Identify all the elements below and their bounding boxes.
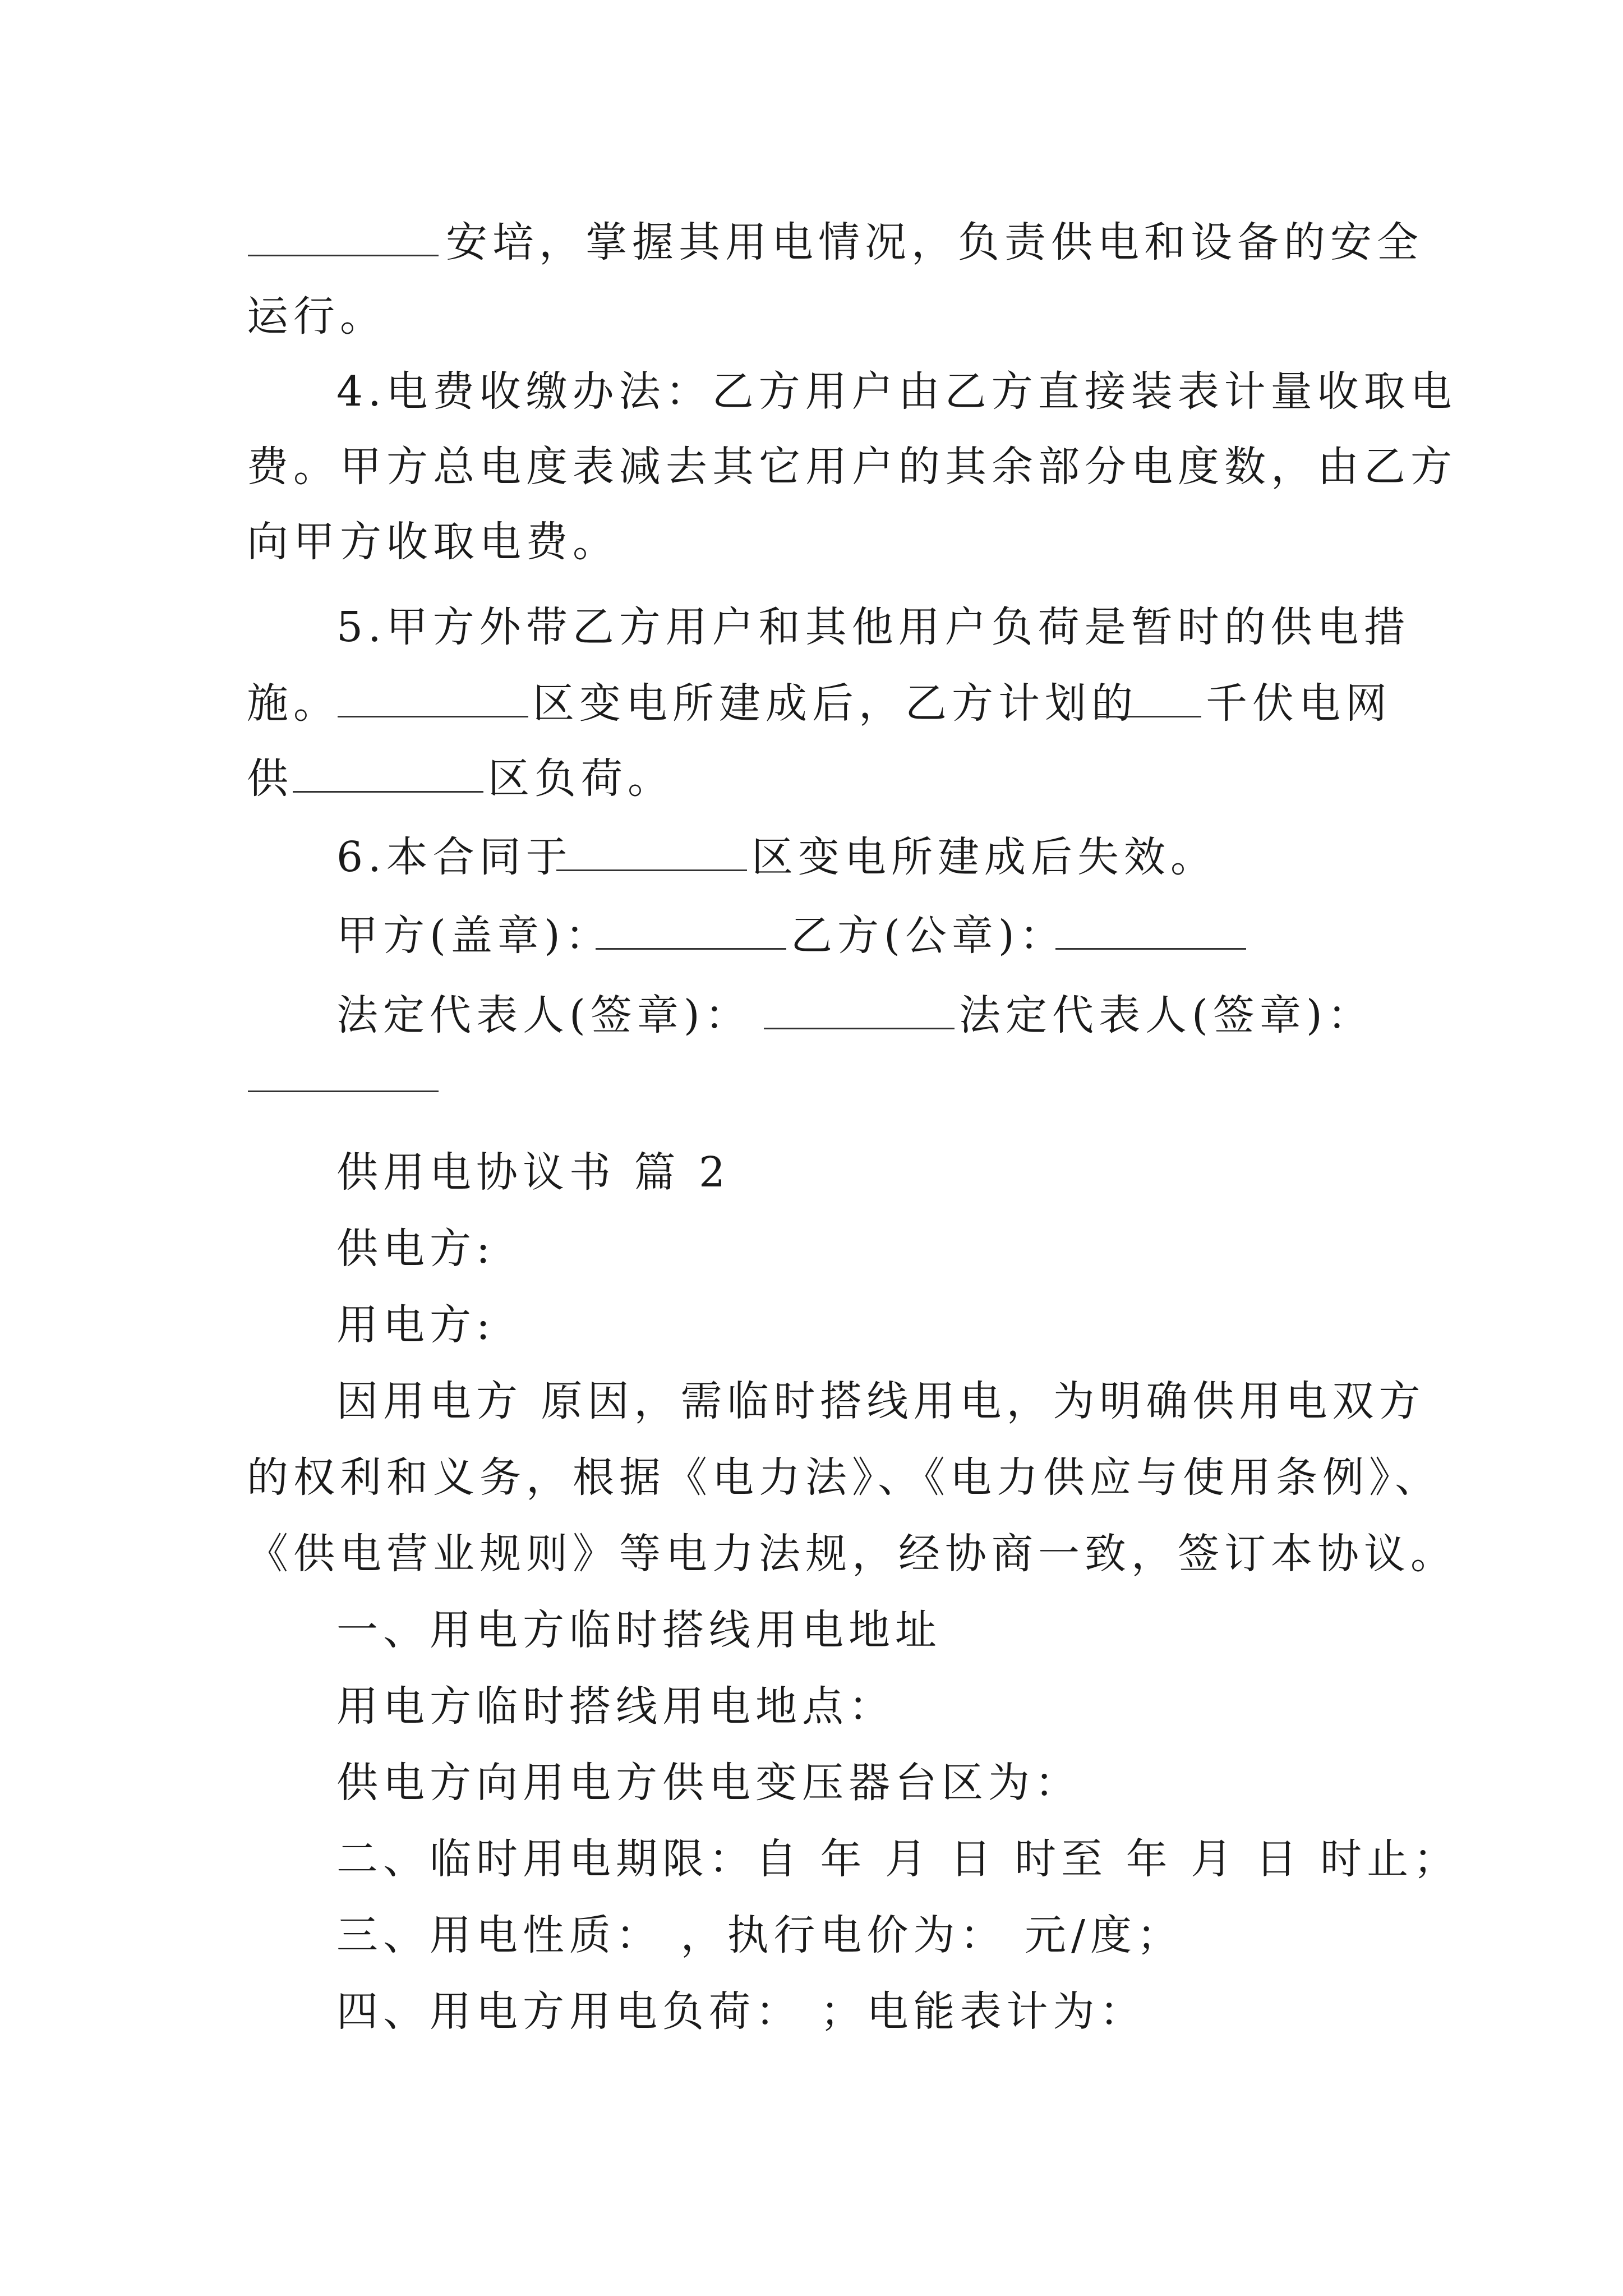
section-title: 供用电协议书 篇 2 <box>336 1148 731 1197</box>
text-span: 安培，掌握其用电情况，负责供电和设备的安全 <box>446 218 1423 266</box>
clause-heading: 三、用电性质： ，执行电价为： 元/度； <box>336 1911 1183 1959</box>
fill-blank <box>596 908 786 950</box>
fill-blank <box>1055 908 1246 950</box>
paragraph-line: 的权利和义务，根据《电力法》、《电力供应与使用条例》、 <box>247 1453 1441 1502</box>
clause-heading: 二、临时用电期限：自 年 月 日 时至 年 月 日 时止； <box>336 1835 1460 1883</box>
party-b-seal-label: 乙方(公章)： <box>791 912 1066 960</box>
paragraph-line: 5.甲方外带乙方用户和其他用户负荷是暂时的供电措 <box>336 603 1410 651</box>
text-span: 区变电所建成后失效。 <box>751 833 1217 881</box>
fill-blank <box>338 675 528 717</box>
party-b-rep-label: 法定代表人(签章)： <box>959 991 1374 1039</box>
supplier-label: 供电方: <box>336 1225 495 1273</box>
paragraph-line: 运行。 <box>247 292 386 341</box>
paragraph-line: 向甲方收取电费。 <box>247 518 619 566</box>
paragraph-line: 供电方向用电方供电变压器台区为： <box>336 1759 1081 1807</box>
text-span: 供 <box>247 754 293 803</box>
text-span: 区变电所建成后，乙方计划的 <box>533 679 1138 728</box>
paragraph-line: 因用电方 原因，需临时搭线用电，为明确供用电双方 <box>336 1377 1426 1425</box>
fill-blank <box>248 1050 439 1092</box>
party-a-rep-label: 法定代表人(签章)： <box>336 991 751 1039</box>
party-a-seal-label: 甲方(盖章)： <box>336 912 612 960</box>
paragraph-line: 《供电营业规则》等电力法规，经协商一致，签订本协议。 <box>247 1530 1457 1578</box>
paragraph-line: 4.电费收缴办法：乙方用户由乙方直接装表计量收取电 <box>336 367 1457 416</box>
fill-blank <box>293 751 483 793</box>
consumer-label: 用电方: <box>336 1301 495 1349</box>
paragraph-line: 费。甲方总电度表减去其它用户的其余部分电度数，由乙方 <box>247 443 1457 491</box>
paragraph-line: 用电方临时搭线用电地点： <box>336 1682 895 1731</box>
text-span: 施。 <box>247 679 340 728</box>
text-span: 千伏电网 <box>1206 679 1392 728</box>
text-span: 6.本合同于 <box>336 833 573 881</box>
fill-blank <box>248 214 439 256</box>
clause-heading: 四、用电方用电负荷： ；电能表计为： <box>336 1987 1146 2036</box>
fill-blank <box>556 829 747 871</box>
clause-heading: 一、用电方临时搭线用电地址 <box>336 1606 942 1654</box>
fill-blank <box>764 987 955 1029</box>
text-span: 区负荷。 <box>488 754 674 803</box>
fill-blank <box>1095 675 1201 717</box>
